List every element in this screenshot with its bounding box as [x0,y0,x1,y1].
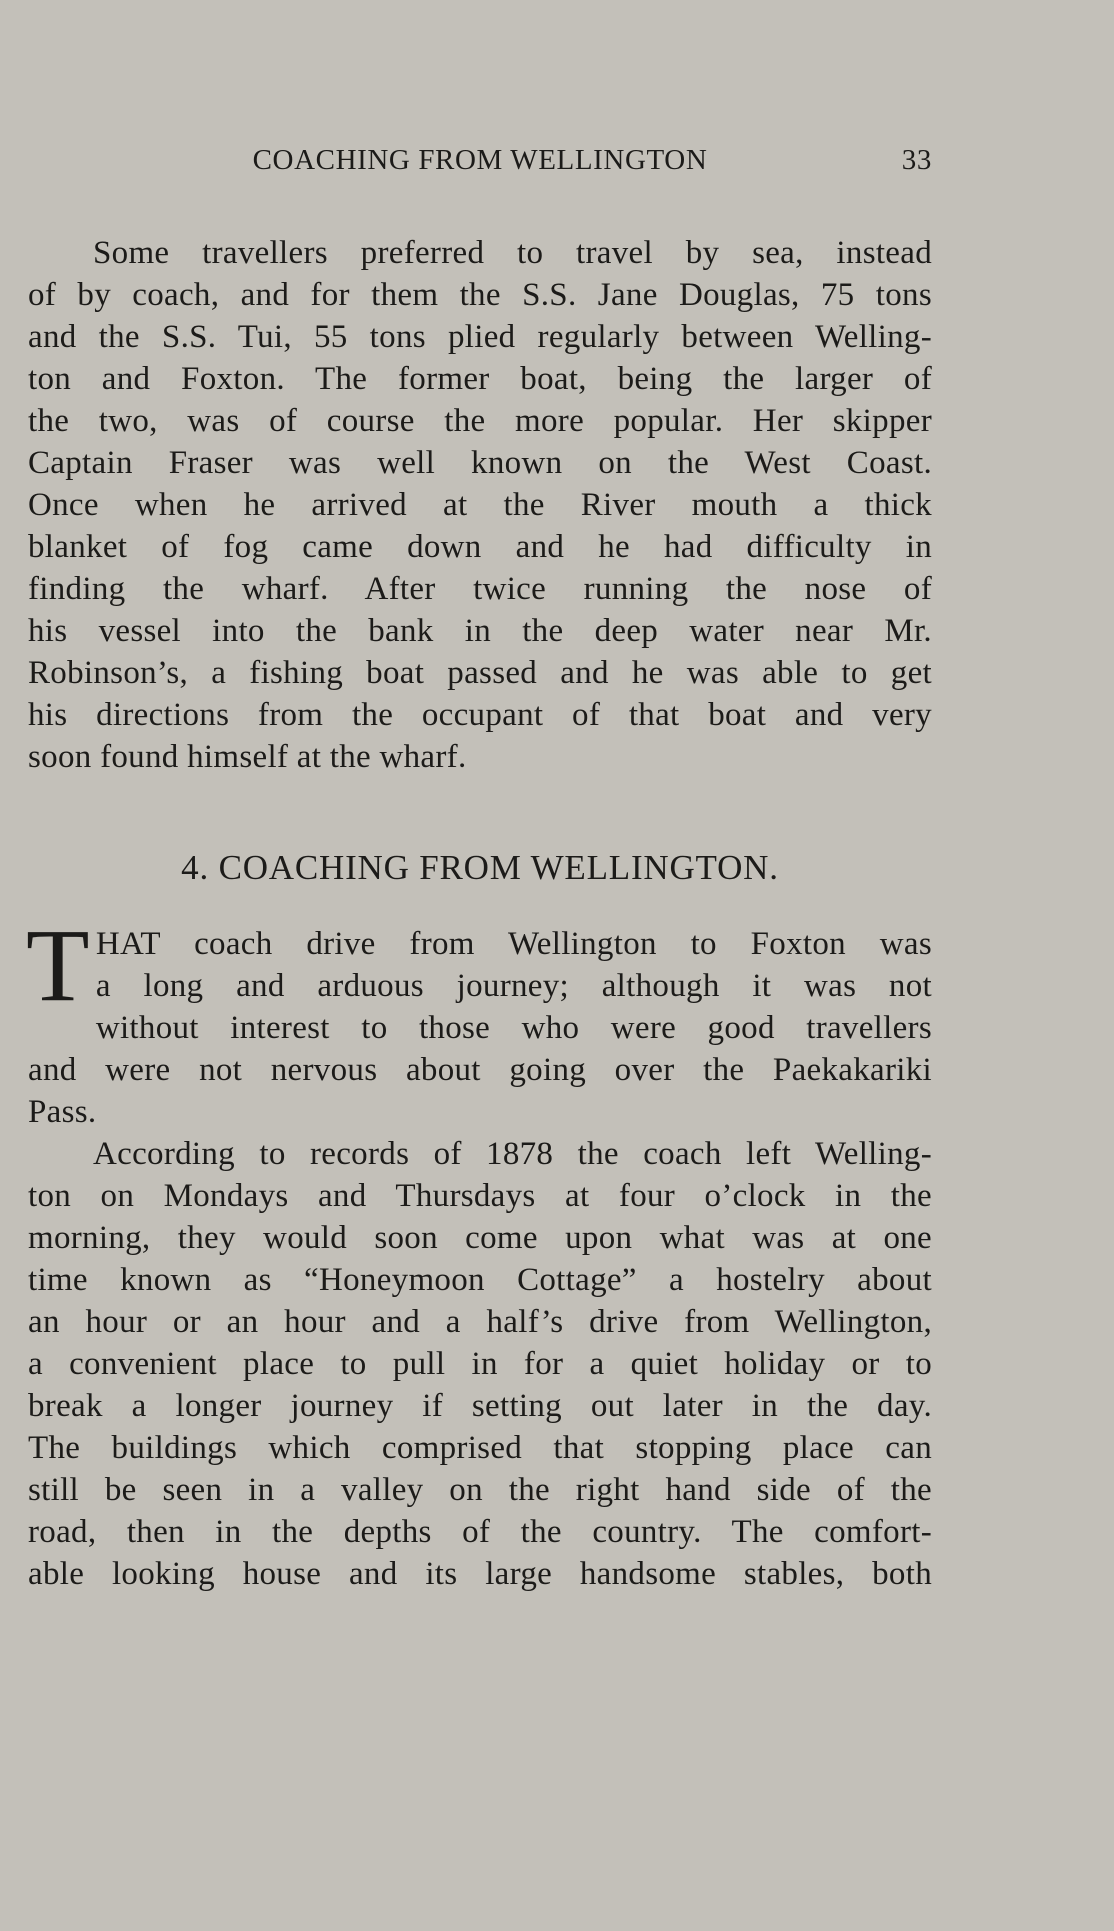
text-line: ton on Mondays and Thursdays at four o’clock in the [28,1178,932,1214]
text-line: ton and Foxton. The former boat, being the larger of [28,361,932,397]
section-heading: 4. COACHING FROM WELLINGTON. [181,848,779,887]
paragraph-coach-drive [26,908,932,1595]
text-line: Pass. [28,1094,97,1130]
text-line: morning, they would soon come upon what was at one [28,1220,932,1256]
text-line: and were not nervous about going over the Paekakariki [28,1052,932,1088]
text-line: without interest to those who were good travellers [95,1010,932,1046]
text-line: and the S.S. Tui, 55 tons plied regularly between Welling- [28,319,932,355]
text-line: According to records of 1878 the coach left Welling- [93,1136,932,1172]
paragraph-records-1878 [28,1133,932,1595]
text-line: a long and arduous journey; although it was not [95,968,932,1004]
running-head [28,144,932,184]
text-line: able looking house and its large handsome stables, both [28,1556,932,1592]
running-title: COACHING FROM WELLINGTON [252,144,708,176]
text-line: blanket of fog came down and he had difficulty in [28,529,932,565]
text-line: the two, was of course the more popular. Her skipper [28,403,932,439]
text-line: his vessel into the bank in the deep water near Mr. [28,613,932,649]
text-line: his directions from the occupant of that boat and very [28,697,932,733]
page-number: 33 [901,144,932,176]
text-line: still be seen in a valley on the right hand side of the [28,1472,932,1508]
text-line: The buildings which comprised that stopping place can [28,1430,932,1466]
text-line: Robinson’s, a fishing boat passed and he was able to get [28,655,932,691]
text-line: an hour or an hour and a half’s drive from Wellington, [28,1304,932,1340]
drop-cap: T [26,908,90,1023]
text-line: finding the wharf. After twice running the nose of [28,571,932,607]
text-line: soon found himself at the wharf. [28,739,467,775]
text-line: of by coach, and for them the S.S. Jane Douglas, 75 tons [28,277,932,313]
text-line: HAT coach drive from Wellington to Foxton was [95,926,932,962]
text-line: road, then in the depths of the country. The comfort- [28,1514,932,1550]
paragraph-sea-travel [28,232,932,778]
text-line: Once when he arrived at the River mouth a thick [28,487,932,523]
text-line: Captain Fraser was well known on the West Coast. [28,445,932,481]
text-line: a convenient place to pull in for a quiet holiday or to [28,1346,932,1382]
text-line: break a longer journey if setting out later in the day. [28,1388,932,1424]
text-line: Some travellers preferred to travel by sea, instead [93,235,932,271]
text-line: time known as “Honeymoon Cottage” a hostelry about [28,1262,932,1298]
